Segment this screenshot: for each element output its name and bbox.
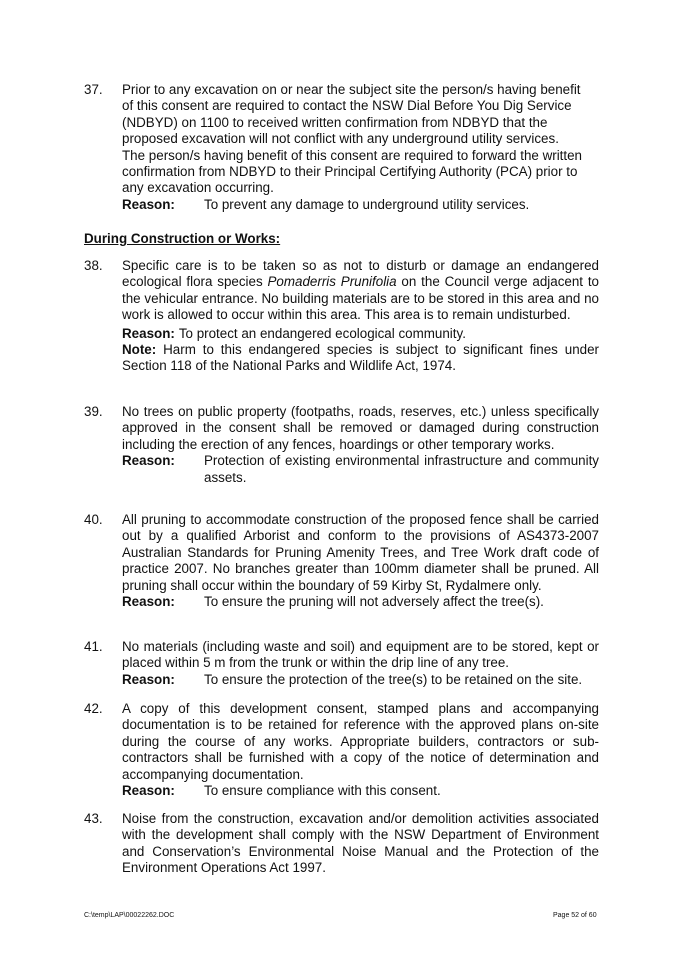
condition-item (84, 82, 599, 213)
reason-label: Reason: (122, 783, 175, 799)
text-line: The person/s having benefit of this consent are required to forward the written (122, 147, 583, 163)
condition-item (84, 639, 599, 688)
footer-file-path: C:\temp\LAP\00022262.DOC (84, 912, 175, 919)
reason-text: To prevent any damage to underground utility services. (204, 196, 530, 212)
reason-label: Reason: (122, 196, 175, 212)
condition-number: 42. (84, 701, 103, 716)
reason-text: To protect an endangered ecological community. (178, 325, 466, 341)
condition-text: Noise from the construction, excavation and/or demolition activities associated with the development shall comply with the NSW Department of Environment and Conservation’s Environmental Noise Manual and the Protection of the Environment Operations Act 1997. (122, 811, 599, 876)
condition-item (84, 811, 599, 877)
condition-number: 39. (84, 404, 103, 419)
reason-label: Reason: (122, 325, 175, 341)
reason-row (122, 453, 599, 486)
condition-text: No materials (including waste and soil) and equipment are to be stored, kept or placed within 5 m from the trunk or within the drip line of any tree. (122, 639, 599, 671)
text-line: confirmation from NDBYD to their Principal Certifying Authority (PCA) prior to (122, 164, 578, 180)
condition-item (84, 701, 599, 799)
text-segment: Specific care is to be taken so as not to disturb or damage an endangered ecological flora species (122, 258, 599, 290)
note-text (122, 342, 599, 375)
condition-item (84, 258, 599, 375)
condition-item (84, 512, 599, 610)
text-line: of this consent are required to contact the NSW Dial Before You Dig Service (122, 98, 572, 114)
text-segment: on the Council verge adjacent to the vehicular entrance. No building materials are to be stored in this area and no work is allowed to occur within this area. This area is to remain undisturbed. (122, 274, 600, 323)
text-line: (NDBYD) on 1100 to received written confirmation from NDBYD that the (122, 114, 548, 130)
reason-text: To ensure compliance with this consent. (204, 783, 441, 799)
section-heading: During Construction or Works: (84, 231, 281, 246)
reason-row (122, 672, 599, 688)
condition-number: 38. (84, 258, 103, 273)
reason-label: Reason: (122, 453, 175, 469)
species-name: Pomaderris Prunifolia (267, 274, 397, 290)
condition-item (84, 404, 599, 486)
condition-text (122, 258, 599, 324)
note-body: Harm to this endangered species is subject to significant fines under Section 118 of the National Parks and Wildlife Act, 1974. (122, 342, 600, 374)
condition-number: 40. (84, 512, 103, 527)
condition-text (122, 82, 599, 197)
text-line: proposed excavation will not conflict with any underground utility services. (122, 131, 559, 147)
reason-row (122, 594, 599, 610)
note-label: Note: (122, 342, 157, 358)
condition-text: A copy of this development consent, stamped plans and accompanying documentation is to be retained for reference with the approved plans on-site during the course of any works. Appropriate builders, contractors or sub-contractors shall be furnished with a copy of the notice of determination and accompanying documentation. (122, 701, 599, 782)
condition-number: 43. (84, 811, 103, 826)
condition-text: All pruning to accommodate construction of the proposed fence shall be carried out by a qualified Arborist and conform to the provisions of AS4373-2007 Australian Standards for Pruning Amenity Trees, and Tree Work draft code of practice 2007. No branches greater than 100mm diameter shall be pruned. All pruning shall occur within the boundary of 59 Kirby St, Rydalmere only. (122, 512, 599, 593)
reason-text: Protection of existing environmental infrastructure and community assets. (204, 453, 599, 485)
reason-text: To ensure the pruning will not adversely affect the tree(s). (204, 594, 544, 610)
text-line: Prior to any excavation on or near the subject site the person/s having benefit (122, 82, 581, 97)
condition-text: No trees on public property (footpaths, roads, reserves, etc.) unless specifically approved in the consent shall be removed or damaged during construction including the erection of any fences, hoardings or other temporary works. (122, 404, 599, 452)
reason-label: Reason: (122, 671, 175, 687)
reason-text: To ensure the protection of the tree(s) to be retained on the site. (204, 671, 583, 687)
condition-number: 41. (84, 639, 103, 654)
condition-number: 37. (84, 82, 103, 97)
reason-row (122, 197, 599, 213)
reason-row (122, 783, 599, 799)
text-line: any excavation occurring. (122, 180, 274, 196)
reason-row (122, 326, 599, 342)
footer-page-number: Page 52 of 60 (553, 912, 597, 919)
reason-label: Reason: (122, 594, 175, 610)
